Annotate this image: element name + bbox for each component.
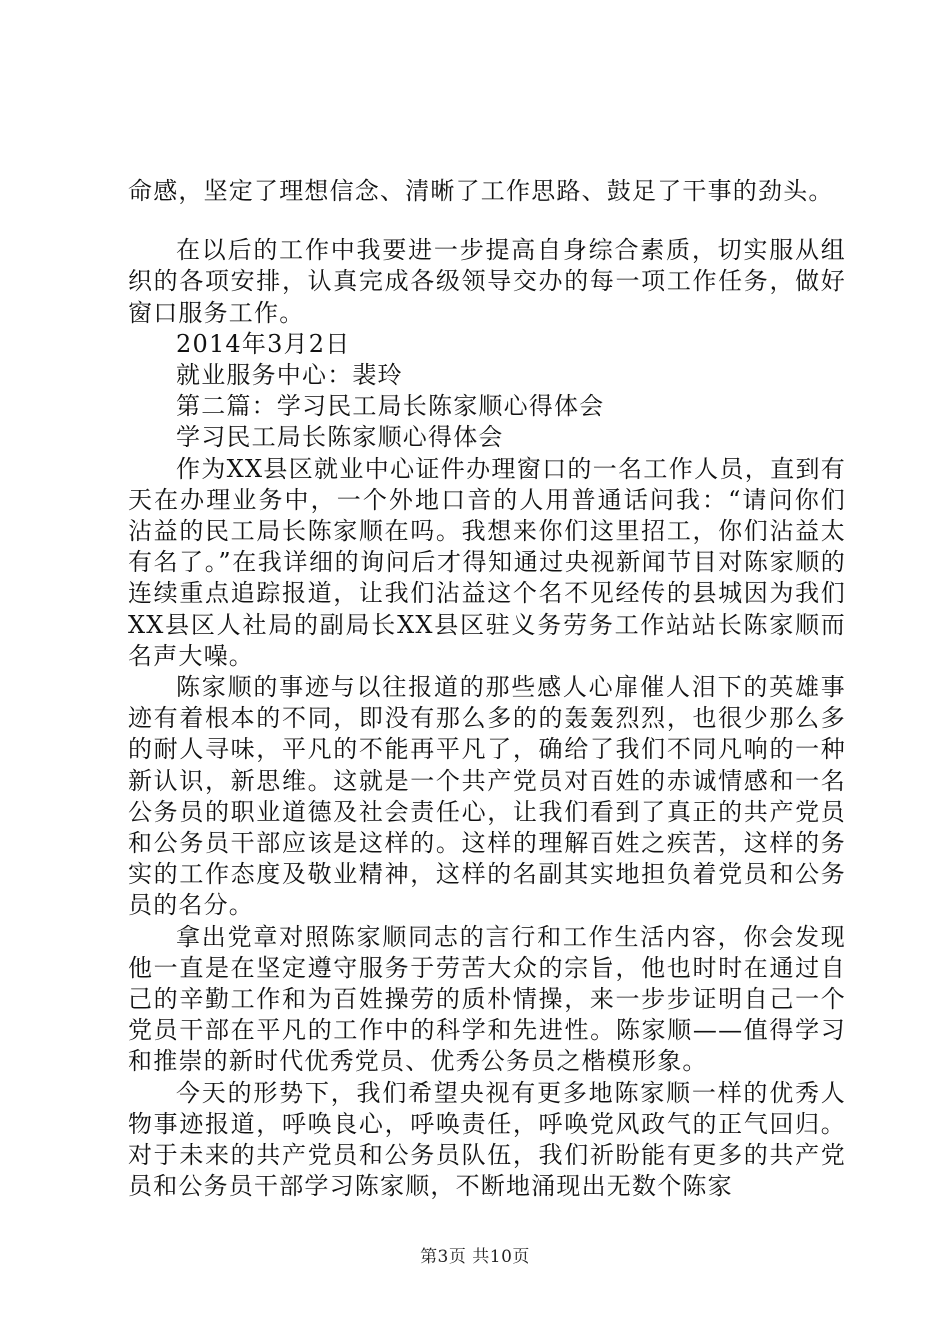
paragraph-intro: 作为XX县区就业中心证件办理窗口的一名工作人员，直到有天在办理业务中，一个外地口音的人用普通话问我：“请问你们沾益的民工局长陈家顺在吗。我想来你们这里招工，你们沾益太有名了。”在我详细的询问后才得知通过央视新闻节目对陈家顺的连续重点追踪报道，让我们沾益这个名不见经传的县城因为我们XX县区人社局的副局长XX县区驻义务劳务工作站站长陈家顺而名声大噪。 xyxy=(128,454,846,670)
article-title: 学习民工局长陈家顺心得体会 xyxy=(176,423,504,452)
paragraph-deeds: 陈家顺的事迹与以往报道的那些感人心扉催人泪下的英雄事迹有着根本的不同，即没有那么多的的轰轰烈烈，也很少那么多的耐人寻味，平凡的不能再平凡了，确给了我们不同凡响的一种新认识，新思维。这就是一个共产党员对百姓的赤诚情感和一名公务员的职业道德及社会责任心，让我们看到了真正的共产党员和公务员干部应该是这样的。这样的理解百姓之疾苦，这样的务实的工作态度及敬业精神，这样的名副其实地担负着党员和公务员的名分。 xyxy=(128,673,846,920)
date-line: 2014年3月2日 xyxy=(176,329,351,358)
paragraph-hope: 今天的形势下，我们希望央视有更多地陈家顺一样的优秀人物事迹报道，呼唤良心，呼唤责任，呼唤党风政气的正气回归。对于未来的共产党员和公务员队伍，我们祈盼能有更多的共产党员和公务员干部学习陈家顺，不断地涌现出无数个陈家 xyxy=(128,1078,846,1201)
page-number-footer: 第3页 共10页 xyxy=(420,1247,530,1267)
paragraph-continuation: 命感，坚定了理想信念、清晰了工作思路、鼓足了干事的劲头。 xyxy=(128,177,834,205)
document-body xyxy=(128,176,846,1203)
section-heading: 第二篇：学习民工局长陈家顺心得体会 xyxy=(176,392,605,421)
author-line: 就业服务中心：裴玲 xyxy=(176,361,403,390)
paragraph-party-charter: 拿出党章对照陈家顺同志的言行和工作生活内容，你会发现他一直是在坚定遵守服务于劳苦大众的宗旨，他也时时在通过自己的辛勤工作和为百姓操劳的质朴情操，来一步步证明自己一个党员干部在平凡的工作中的科学和先进性。陈家顺——值得学习和推崇的新时代优秀党员、优秀公务员之楷模形象。 xyxy=(128,922,846,1076)
paragraph-work-plan: 在以后的工作中我要进一步提高自身综合素质，切实服从组织的各项安排，认真完成各级领导交办的每一项工作任务，做好窗口服务工作。 xyxy=(128,236,846,327)
